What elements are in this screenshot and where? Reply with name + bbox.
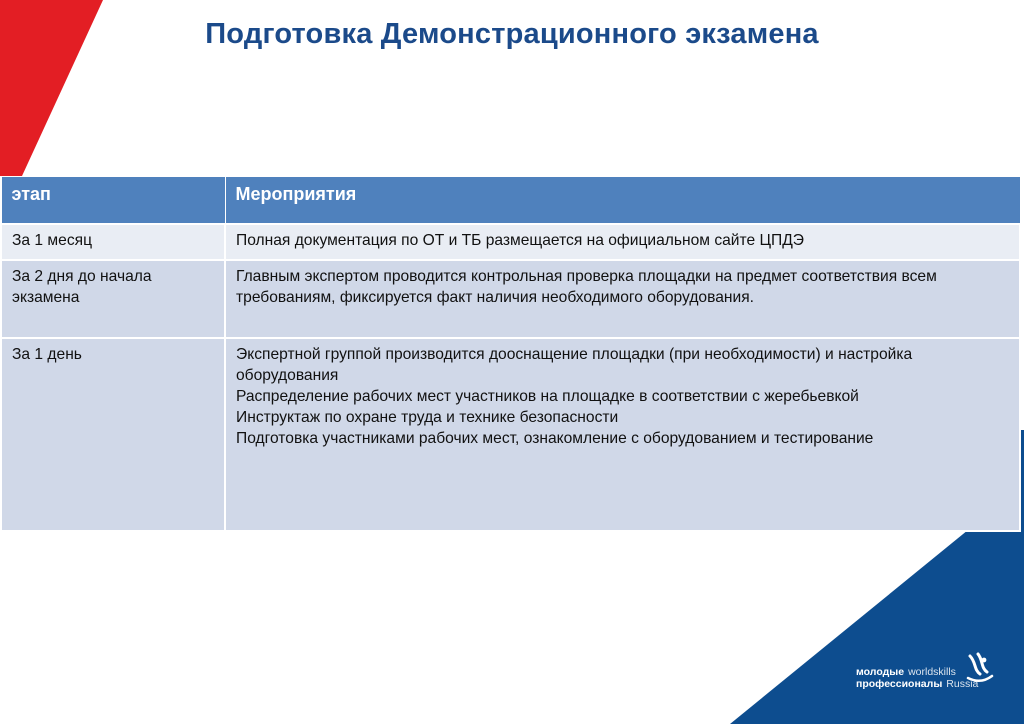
worldskills-emblem-icon <box>964 652 994 686</box>
worldskills-logo <box>848 648 1018 700</box>
logo-line2: профессионалы <box>856 678 943 690</box>
stage-cell: За 1 месяц <box>1 224 225 260</box>
activities-cell <box>225 224 1020 260</box>
activity-line: Распределение рабочих мест участников на площадке в соответствии с жеребьевкой <box>236 387 859 405</box>
logo-brand1: worldskills <box>908 666 956 678</box>
logo-brand2: Russia <box>946 678 979 690</box>
logo-text <box>856 666 978 690</box>
header-activities: Мероприятия <box>225 177 1020 224</box>
activity-line: Подготовка участниками рабочих мест, ознакомление с оборудованием и тестирование <box>236 429 874 447</box>
activity-line: Экспертной группой производится дооснащение площадки (при необходимости) и настройка оборудования <box>236 345 913 384</box>
page-title: Подготовка Демонстрационного экзамена <box>205 18 819 50</box>
logo-line1: молодые <box>856 666 905 678</box>
table-header-row <box>1 177 1020 224</box>
header-stage: этап <box>1 177 225 224</box>
table-row <box>1 224 1020 260</box>
activity-line: Главным экспертом проводится контрольная проверка площадки на предмет соответствия всем требованиям, фиксируется факт наличия необходимого оборудования. <box>236 267 937 306</box>
stage-cell: За 1 день <box>1 338 225 531</box>
preparation-table <box>0 176 1021 532</box>
activity-line: Инструктаж по охране труда и технике безопасности <box>236 408 619 426</box>
table-row <box>1 260 1020 338</box>
table-row <box>1 338 1020 531</box>
activity-line: Полная документация по ОТ и ТБ размещается на официальном сайте ЦПДЭ <box>236 231 804 249</box>
stage-cell: За 2 дня до начала экзамена <box>1 260 225 338</box>
activities-cell <box>225 260 1020 338</box>
activities-cell <box>225 338 1020 531</box>
